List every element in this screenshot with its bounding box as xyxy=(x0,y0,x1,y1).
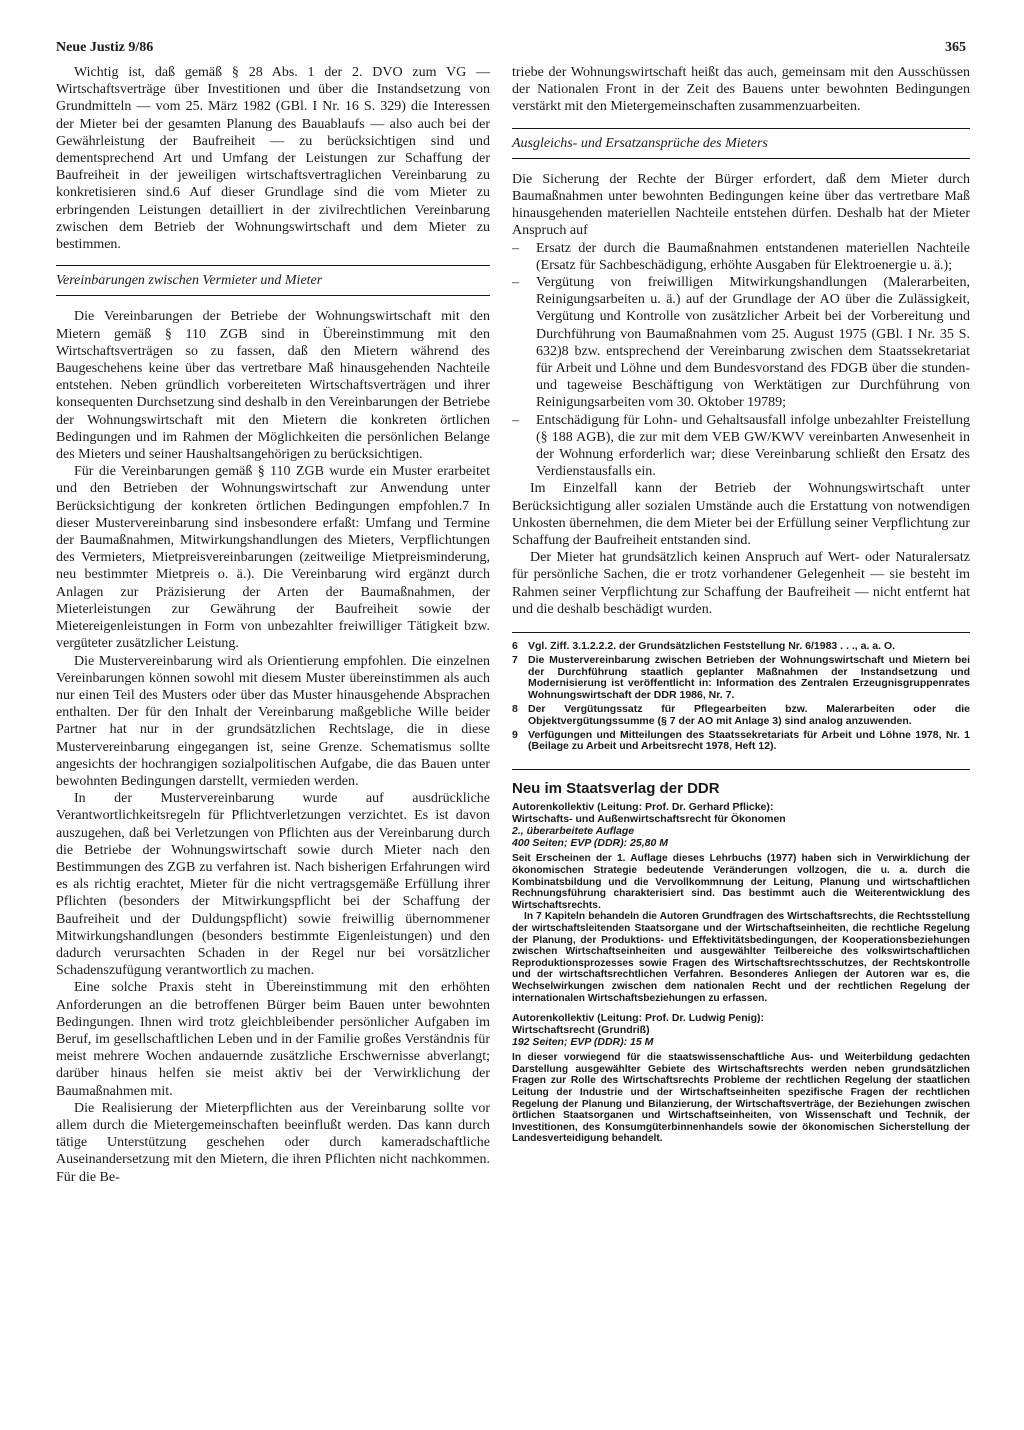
footnote xyxy=(512,704,970,728)
footnote-text: Verfügungen und Mitteilungen des Staatssekretariats für Arbeit und Löhne 1978, Nr. 1 (Beilage zu Arbeit und Arbeitsrecht 1978, Heft 12). xyxy=(528,728,970,753)
section-heading-claims: Ausgleichs- und Ersatzansprüche des Mieters xyxy=(512,128,970,159)
paragraph: In der Mustervereinbarung wurde auf ausdrückliche Verantwortlichkeitsregeln für Pflichtverletzungen verzichtet. Es ist davon auszugehen, daß bei Verletzungen von Pflichten aus der Vereinbarung durch die Betriebe der Wohnungswirtschaft sowie durch Mieter nach den Bestimmungen des ZGB zu verfahren ist. Nach bisherigen Erfahrungen wird es als richtig erachtet, Mieter für die nicht vertragsgemäße Erfüllung ihrer Pflichten (besonders der Mitwirkungspflicht bei der Schaffung der Baufreiheit und der Duldungspflicht) sowie freiwillig übernommener Mitwirkungshandlungen (besonders bestimmte Eigenleistungen) und den dadurch verursachten Schaden in der Regel nur bei vorsätzlicher Schadenszufügung verantwortlich zu machen. xyxy=(56,791,490,979)
footnote xyxy=(512,655,970,702)
paragraph: Die Mustervereinbarung wird als Orientierung empfohlen. Die einzelnen Vereinbarungen können sowohl mit diesem Muster übereinstimmen als auch nur einen Teil des Musters oder über das Muster hinausgehende Absprachen enthalten. Der für den Inhalt der Vereinbarung maßgebliche Wille beider Partner hat nur in der grundsätzlichen Rechtslage, die in diese Mustervereinbarung eingegangen ist, seine Grenze. Schematismus sollte angesichts der hochrangigen sozialpolitischen Aufgabe, die das Bauen unter bewohnten Bedingungen darstellt, vermieden werden. xyxy=(56,653,490,789)
footnote-number: 9 xyxy=(512,728,518,741)
paragraph: Im Einzelfall kann der Betrieb der Wohnungswirtschaft unter Berücksichtigung aller sozialen Umstände auch die Erstattung von notwendigen Unkosten übernehmen, die dem Mieter bei der Erfüllung seiner Verpflichtung zur Schaffung der Baufreiheit entstanden sind. xyxy=(512,481,970,549)
left-column xyxy=(56,64,490,1186)
book-title: Wirtschafts- und Außenwirtschaftsrecht für Ökonomen xyxy=(512,813,786,826)
book-author: Autorenkollektiv (Leitung: Prof. Dr. Gerhard Pflicke): xyxy=(512,801,774,814)
paragraph: Die Vereinbarungen der Betriebe der Wohnungswirtschaft mit den Mietern gemäß § 110 ZGB sind in Übereinstimmung mit den Wirtschaftsverträgen so zu fassen, daß den Mietern während des Baugeschehens keine über das vertretbare Maß hinausgehenden Nachteile entstehen. Neben gründlich vorbereiteten Wirtschaftsverträgen und ihrer konsequenten Durchsetzung sind deshalb in den Vereinbarungen der Betriebe der Wohnungswirtschaft mit den Mietern die konkreten örtlichen Bedingungen und im Rahmen der Möglichkeiten die persönlichen Belange des Mieters und seiner Haushaltsangehörigen zu berücksichtigen. xyxy=(56,309,490,463)
book-description: In dieser vorwiegend für die staatswissenschaftliche Aus- und Weiterbildung gedachten Darstellung ausgewählter Gebiete des Wirtschaftsrechts werden neben grundsätzlichen Fragen zur Rolle des Wirtschaftsrechts Probleme der rechtlichen Regelung der staatlichen Leitung der Industrie und der Wirtschaftseinheiten spezifische Fragen der rechtlichen Regelung der Planung und Bilanzierung, der Wirtschaftsverträge, der Beziehungen zwischen örtlichen Staatsorganen und Wirtschaftseinheiten, von Wissenschaft und Technik, der Investitionen, des Konsumgüterbinnenhandels sowie der ökonomischen Sicherstellung der Landesverteidigung behandelt. xyxy=(512,1052,970,1145)
new-books-heading: Neu im Staatsverlag der DDR xyxy=(512,780,720,798)
book-title: Wirtschaftsrecht (Grundriß) xyxy=(512,1024,650,1037)
book-description: In 7 Kapiteln behandeln die Autoren Grundfragen des Wirtschaftsrechts, die Rechtsstellung der wirtschaftsleitenden Staatsorgane und der Wirtschaftseinheiten, die rechtliche Regelung der Planung, der Produktions- und Effektivitätsbedingungen, der Kooperationsbeziehungen zwischen Wirtschaftseinheiten und ausgewählter Teilbereiche des volkswirtschaftlichen Reproduktionsprozesses sowie Fragen des Wirtschaftsrechtsschutzes, der Rechtskontrolle und der wirtschaftsrechtlichen Verfahren. Besonderes Anliegen der Autoren war es, die Wechselwirkungen zwischen dem nationalen Recht und der rechtlichen Regelung der internationalen Wirtschaftsbeziehungen zu erfassen. xyxy=(512,911,970,1004)
footnote-number: 8 xyxy=(512,703,518,716)
list-item: – Vergütung von freiwilligen Mitwirkungshandlungen (Malerarbeiten, Reinigungsarbeiten u. ä.) auf der Grundlage der AO über die Zulässigkeit, Vergütung und Kontrolle von zusätzlicher Arbeit bei der Vorbereitung und Durchführung von Baumaßnahmen vom 25. August 1975 (GBl. I Nr. 35 S. 632)8 bzw. entsprechend der Vereinbarung zwischen dem Staatssekretariat für Arbeit und Löhne und dem Bundesvorstand des FDGB über die stunden- und tageweise Beschäftigung von Werktätigen zur Durchführung von Reinigungsarbeiten vom 30. Oktober 19789; xyxy=(512,274,970,412)
footnote xyxy=(512,641,970,653)
book-description: Seit Erscheinen der 1. Auflage dieses Lehrbuchs (1977) haben sich in Verwirklichung der ökonomischen Strategie bedeutende Veränderungen vollzogen, die u. a. durch die Kombinatsbildung und die Vervollkommnung der Leitung, Planung und wirtschaftlichen Rechnungsführung charakterisiert sind. Das bestimmt auch die Weiterentwicklung des Wirtschaftsrechts. xyxy=(512,853,970,911)
footnote-text: Der Vergütungssatz für Pflegearbeiten bzw. Malerarbeiten oder die Objektvergütungssumme (§ 7 der AO mit Anlage 3) sind analog anzuwenden. xyxy=(528,703,970,727)
footnote-text: Die Mustervereinbarung zwischen Betrieben der Wohnungswirtschaft und Mietern bei der Durchführung staatlich geplanter Maßnahmen der Instandsetzung und Modernisierung ist veröffentlicht in: Information des Zentralen Erzeugnisgruppenrates Wohnungswirtschaft der DDR 1986, Nr. 7. xyxy=(528,653,970,702)
list-item: – Entschädigung für Lohn- und Gehaltsausfall infolge unbezahlter Freistellung (§ 188 AGB), die zur mit dem VEB GW/KWV vereinbarten Anwesenheit in der Wohnung erforderlich war; diese Vereinbarung schließt den Ersatz des Verdienstausfalls ein. xyxy=(512,412,970,481)
list-item: – Ersatz der durch die Baumaßnahmen entstandenen materiellen Nachteile (Ersatz für Sachbeschädigung, erhöhte Ausgaben für Elektroenergie u. ä.); xyxy=(512,240,970,274)
paragraph: triebe der Wohnungswirtschaft heißt das auch, gemeinsam mit den Ausschüssen der Nationalen Front in der Zeit des Bauens unter bewohnten Bedingungen verstärkt mit den Mietergemeinschaften zusammenzuarbeiten. xyxy=(512,65,970,115)
paragraph: Eine solche Praxis steht in Übereinstimmung mit den erhöhten Anforderungen an die betroffenen Bürger beim Bauen unter bewohnten Bedingungen. Ihnen wird trotz gleichbleibender persönlicher Aufgaben im Beruf, im gesellschaftlichen Leben und in der Familie großes Verständnis für meist mehrere Wochen andauernde zusätzliche Erschwernisse abverlangt; darüber hinaus helfen sie meist aktiv bei der Verwirklichung der Baumaßnahmen mit. xyxy=(56,980,490,1099)
right-column xyxy=(512,64,970,1145)
new-books-box xyxy=(512,769,970,1145)
book-price: 400 Seiten; EVP (DDR): 25,80 M xyxy=(512,837,668,850)
paragraph: Für die Vereinbarungen gemäß § 110 ZGB wurde ein Muster erarbeitet und den Betrieben der Wohnungswirtschaft zur Anwendung unter Berücksichtigung der konkreten örtlichen Bedingungen empfohlen.7 In dieser Mustervereinbarung sind insbesondere erfaßt: Umfang und Termine der Baumaßnahmen, Mitwirkungshandlungen des Mieters, Verpflichtungen des Vermieters, Mietpreisvereinbarungen (zeitweilige Mietpreisminderung, neu bestimmter Mietpreis o. ä.). Die Vereinbarung wird ergänzt durch Anlagen zur Präzisierung der Arten der Baumaßnahmen, der Mieterleistungen zur Gewährung der Baufreiheit sowie der Mietereigenleistungen in Form von unbezahlter freiwilliger Tätigkeit bzw. vergüteter zusätzlicher Leistung. xyxy=(56,464,490,652)
journal-title: Neue Justiz 9/86 xyxy=(56,40,154,55)
book-author: Autorenkollektiv (Leitung: Prof. Dr. Ludwig Penig): xyxy=(512,1012,764,1025)
footnote-number: 6 xyxy=(512,640,518,653)
book-price: 192 Seiten; EVP (DDR): 15 M xyxy=(512,1036,654,1049)
footnote-text: Vgl. Ziff. 3.1.2.2.2. der Grundsätzlichen Feststellung Nr. 6/1983 . . ., a. a. O. xyxy=(528,640,896,653)
paragraph: Wichtig ist, daß gemäß § 28 Abs. 1 der 2. DVO zum VG — Wirtschaftsverträge über Investitionen und über die Instandsetzung von Grundmitteln — vom 25. März 1982 (GBl. I Nr. 16 S. 329) die Interessen der Mieter bei der gesamten Planung des Bauablaufs — also auch bei der Gewährleistung der Baufreiheit — zu berücksichtigen sind und dementsprechend Art und Umfang der Leistungen zur Schaffung der Baufreiheit in der jeweiligen wirtschaftsvertraglichen Vereinbarung zu konkretisieren sind.6 Auf dieser Grundlage sind die vom Mieter zu erbringenden Leistungen detailliert in der zivilrechtlichen Vereinbarung zwischen dem Betrieb der Wohnungswirtschaft und dem Mieter zu bestimmen. xyxy=(56,65,490,253)
page-header xyxy=(56,40,966,62)
footnote-number: 7 xyxy=(512,653,518,666)
footnote xyxy=(512,730,970,754)
footnotes xyxy=(512,632,970,753)
page-number: 365 xyxy=(945,40,966,55)
claims-list xyxy=(512,240,970,481)
section-heading-agreements: Vereinbarungen zwischen Vermieter und Mieter xyxy=(56,265,490,296)
paragraph: Die Sicherung der Rechte der Bürger erfordert, daß dem Mieter durch Baumaßnahmen unter bewohnten Bedingungen keine über das vertretbare Maß hinausgehenden materiellen Nachteile entstehen dürfen. Deshalb hat der Mieter Anspruch auf xyxy=(512,171,970,239)
paragraph: Die Realisierung der Mieterpflichten aus der Vereinbarung sollte vor allem durch die Mietergemeinschaften beeinflußt werden. Das kann durch tätige Unterstützung geschehen oder durch kameradschaftliche Auseinandersetzung mit den Mietern, die ihren Pflichten nicht nachkommen. Für die Be- xyxy=(56,1100,490,1185)
paragraph: Der Mieter hat grundsätzlich keinen Anspruch auf Wert- oder Naturalersatz für persönliche Sachen, die er trotz vorhandener Gelegenheit — sie besteht im Rahmen seiner Verpflichtung zur Schaffung der Baufreiheit — nicht entfernt hat und die deshalb beschädigt wurden. xyxy=(512,550,970,617)
book-edition: 2., überarbeitete Auflage xyxy=(512,825,635,838)
